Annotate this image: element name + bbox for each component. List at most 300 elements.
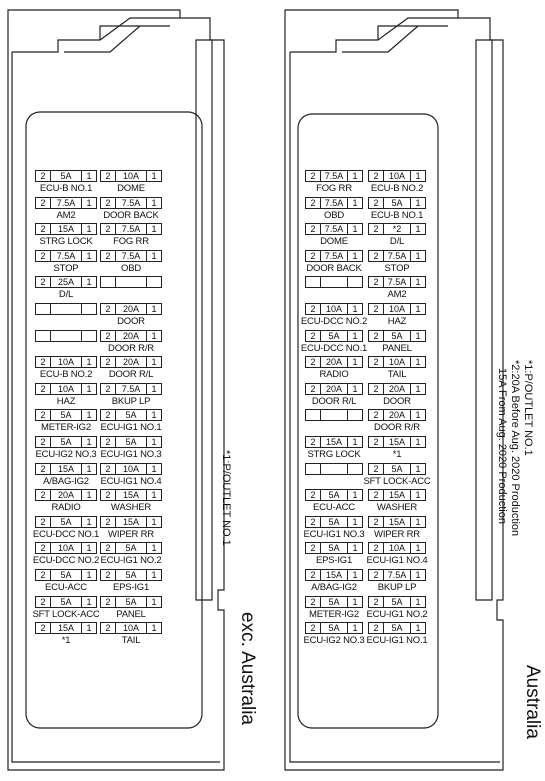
fuse-pin: 2 (36, 171, 51, 181)
fuse-pin: 1 (415, 277, 421, 288)
fuse-pin (306, 277, 321, 287)
fuse-slot-door (368, 383, 426, 395)
fuse-pin: 2 (36, 198, 51, 208)
fuse-slot-ecu-ig1-no-1 (100, 409, 162, 421)
fuse-pin: 2 (36, 251, 51, 261)
fuse-slot-tail (100, 622, 162, 634)
fuse-label: *1 (392, 449, 402, 460)
fuse-slot-a-bag-ig2 (305, 569, 363, 581)
fuse-pin: 1 (415, 304, 421, 314)
fuse-pin: 1 (352, 437, 358, 447)
fuse-slot-1 (368, 436, 426, 448)
fuse-label: D/L (58, 289, 74, 301)
fuse-slot-empty (305, 463, 363, 475)
fuse-pin: 2 (369, 490, 384, 500)
fuse-slot-panel (100, 596, 162, 608)
fuse-slot-am2 (35, 197, 97, 209)
fuse-rating: 5A (384, 331, 411, 341)
fuse-slot-fog-rr (305, 170, 363, 182)
fuse-pin: 1 (86, 623, 92, 634)
fuse-pin: 1 (151, 383, 157, 394)
fuse-pin: 1 (151, 570, 157, 580)
fuse-slot-door-r-r (368, 409, 426, 421)
fuse-rating: 5A (384, 623, 411, 633)
fuse-slot-bkup-lp (100, 383, 162, 395)
fuse-label: ECU-DCC NO.1 (300, 342, 368, 354)
left-footnote: *1:P/OUTLET NO.1 (220, 450, 232, 546)
fuse-pin: 2 (306, 490, 321, 500)
fuse-rating (116, 277, 147, 287)
fuse-label: METER-IG2 (41, 422, 91, 434)
fuse-label: ECU-IG1 NO.2 (366, 608, 428, 620)
fuse-rating: 7.5A (116, 251, 147, 261)
fuse-rating: 7.5A (116, 198, 147, 208)
fuse-rating: 5A (321, 490, 348, 500)
fuse-label: ECU-B NO.1 (370, 209, 424, 221)
fuse-label: STRG LOCK (39, 236, 93, 248)
fuse-pin: 1 (86, 596, 92, 607)
fuse-pin: 1 (352, 596, 358, 607)
fuse-pin: 2 (369, 357, 384, 367)
fuse-label: DOOR (117, 316, 145, 327)
fuse-pin: 2 (369, 198, 384, 208)
fuse-pin: 1 (151, 304, 157, 314)
fuse-label: METER-IG2 (309, 608, 359, 620)
fuse-rating: 5A (321, 331, 348, 341)
right-footnote-2: *2:20A Before Aug. 2020 Production (509, 360, 521, 537)
fuse-rating: 10A (384, 171, 411, 181)
fuse-slot-strg-lock (35, 223, 97, 235)
fuse-rating: 5A (51, 410, 82, 420)
fuse-pin (101, 277, 116, 287)
fuse-slot-strg-lock (305, 436, 363, 448)
fuse-pin: 2 (36, 570, 51, 580)
fuse-rating: 15A (116, 490, 147, 500)
fuse-pin: 2 (369, 410, 384, 420)
fuse-label: EPS-IG1 (315, 555, 353, 567)
fuse-rating: 10A (116, 623, 147, 633)
fuse-slot-ecu-ig1-no-3 (100, 436, 162, 448)
fuse-pin: 1 (86, 197, 92, 208)
fuse-label: STOP (384, 262, 410, 274)
fuse-pin: 1 (352, 250, 358, 261)
fuse-pin: 1 (86, 357, 92, 368)
fuse-label: WASHER (110, 502, 152, 514)
fuse-label: DOOR R/L (108, 369, 154, 381)
fuse-pin: 1 (352, 623, 358, 634)
fuse-pin: 1 (352, 516, 358, 527)
fuse-slot-ecu-b-no-2 (368, 170, 426, 182)
fuse-rating: 7.5A (321, 251, 348, 261)
fuse-label: STOP (53, 262, 79, 274)
fuse-pin: 1 (415, 383, 421, 394)
fuse-rating: 7.5A (384, 251, 411, 261)
fuse-label: FOG RR (316, 183, 352, 194)
fuse-pin (82, 331, 96, 341)
fuse-rating: 15A (384, 517, 411, 527)
fuse-pin: 2 (306, 198, 321, 208)
fuse-pin: 1 (415, 410, 421, 421)
fuse-pin: 2 (306, 251, 321, 261)
fuse-slot-obd (100, 250, 162, 262)
fuse-slot-radio (305, 356, 363, 368)
fuse-pin: 1 (151, 463, 157, 474)
fuse-pin: 1 (86, 463, 92, 474)
fuse-pin: 1 (86, 490, 92, 501)
fuse-label: D/L (389, 236, 405, 248)
fuse-rating (321, 464, 348, 474)
fuse-pin: 2 (101, 224, 116, 234)
fuse-rating: 5A (384, 198, 411, 208)
fuse-pin: 2 (101, 464, 116, 474)
fuse-pin: 1 (415, 623, 421, 634)
fuse-slot-eps-ig1 (305, 542, 363, 554)
fuse-rating: 7.5A (384, 277, 411, 287)
fuse-slot-ecu-dcc-no-1 (35, 516, 97, 528)
fuse-pin: 2 (306, 384, 321, 394)
fuse-slot-washer (100, 489, 162, 501)
fuse-label: DOOR R/R (108, 342, 154, 354)
fuse-pin: 2 (306, 597, 321, 607)
fuse-pin: 1 (151, 330, 157, 341)
fuse-label: A/BAG-IG2 (311, 582, 357, 593)
fuse-slot-dome (305, 223, 363, 235)
fuse-rating: 7.5A (321, 224, 348, 234)
fuse-pin: 1 (352, 543, 358, 554)
fuse-rating: 5A (384, 597, 411, 607)
fuse-pin: 1 (86, 383, 92, 394)
fuse-label: A/BAG-IG2 (43, 475, 89, 487)
fuse-label: DOOR R/R (374, 422, 420, 434)
fuse-rating: 7.5A (321, 171, 348, 181)
fuse-pin: 2 (101, 410, 116, 420)
fuse-label: ECU-IG1 NO.2 (100, 555, 162, 567)
fuse-pin: 2 (369, 597, 384, 607)
fuse-pin: 2 (101, 357, 116, 367)
fuse-label: ECU-IG2 NO.3 (303, 635, 365, 647)
fuse-pin: 2 (369, 304, 384, 314)
fuse-slot-haz (368, 303, 426, 315)
fuse-label: ECU-DCC NO.1 (32, 528, 100, 540)
fuse-label: AM2 (387, 289, 407, 301)
fuse-rating: 5A (51, 570, 82, 580)
fuse-pin: 1 (352, 171, 358, 181)
fuse-pin: 2 (369, 464, 384, 474)
fuse-pin: 1 (151, 250, 157, 261)
fuse-pin: 2 (306, 623, 321, 633)
fuse-rating: 10A (384, 357, 411, 367)
fuse-slot-dome (100, 170, 162, 182)
fuse-rating: 7.5A (321, 198, 348, 208)
fuse-slot-1 (35, 622, 97, 634)
fuse-pin: 2 (306, 517, 321, 527)
fuse-rating: 7.5A (384, 570, 411, 580)
fuse-slot-wiper-rr (100, 516, 162, 528)
fuse-slot-ecu-dcc-no-2 (305, 303, 363, 315)
fuse-slot-ecu-ig1-no-1 (368, 622, 426, 634)
fuse-rating: 20A (384, 410, 411, 420)
fuse-rating: 7.5A (116, 224, 147, 234)
fuse-slot-door-back (100, 197, 162, 209)
fuse-pin: 2 (306, 304, 321, 314)
fuse-rating: 20A (51, 490, 82, 500)
fuse-rating: 15A (51, 464, 82, 474)
fuse-rating: 15A (384, 437, 411, 447)
fuse-label: PANEL (382, 342, 412, 354)
fuse-pin (306, 464, 321, 474)
fuse-rating: 5A (116, 410, 147, 420)
fuse-pin: 1 (151, 410, 157, 421)
fuse-slot-ecu-ig1-no-2 (100, 542, 162, 554)
fuse-pin: 2 (369, 224, 384, 234)
fuse-pin: 1 (151, 543, 157, 554)
fuse-pin: 2 (306, 543, 321, 553)
fuse-rating: 15A (384, 490, 411, 500)
fuse-pin: 1 (415, 543, 421, 554)
fuse-pin: 1 (352, 570, 358, 580)
fuse-rating: 5A (116, 597, 147, 607)
fuse-label: ECU-B NO.1 (39, 183, 93, 194)
fuse-pin: 2 (306, 331, 321, 341)
fuse-label: ECU-DCC NO.2 (32, 555, 100, 567)
fuse-pin: 2 (101, 171, 116, 181)
fuse-label: OBD (324, 209, 344, 221)
fuse-pin: 1 (352, 357, 358, 368)
fuse-rating (51, 304, 82, 314)
fuse-rating (321, 410, 348, 420)
fuse-slot-panel (368, 330, 426, 342)
fuse-slot-ecu-ig1-no-2 (368, 596, 426, 608)
fuse-rating: 10A (384, 304, 411, 314)
fuse-pin: 1 (415, 330, 421, 341)
fuse-slot-obd (305, 197, 363, 209)
fuse-pin: 1 (86, 410, 92, 421)
fuse-rating: 15A (51, 623, 82, 633)
fuse-pin: 1 (352, 383, 358, 394)
fuse-label: RADIO (319, 369, 349, 381)
fuse-rating: 5A (384, 464, 411, 474)
fuse-pin: 2 (36, 277, 51, 287)
fuse-pin (348, 464, 362, 474)
fuse-rating: 5A (321, 597, 348, 607)
fuse-pin: 2 (369, 171, 384, 181)
fuse-pin: 2 (369, 251, 384, 261)
fuse-pin (348, 277, 362, 287)
fuse-pin: 1 (415, 250, 421, 261)
fuse-label: DOOR (383, 395, 411, 407)
fuse-rating: 25A (51, 277, 82, 287)
fuse-slot-bkup-lp (368, 569, 426, 581)
fuse-pin: 2 (369, 384, 384, 394)
fuse-label: *1 (61, 635, 71, 647)
fuse-label: ECU-IG1 NO.4 (366, 555, 428, 567)
fuse-pin: 2 (101, 517, 116, 527)
fuse-label: ECU-IG1 NO.1 (100, 422, 162, 434)
right-footnote-1: *1:P/OUTLET NO.1 (522, 360, 534, 456)
fuse-label: DOME (320, 236, 348, 248)
fuse-pin: 2 (36, 464, 51, 474)
fuse-pin: 1 (352, 197, 358, 208)
fuse-rating: 20A (116, 357, 147, 367)
fuse-pin: 2 (36, 384, 51, 394)
fuse-rating: 15A (321, 570, 348, 580)
fuse-label: FOG RR (113, 236, 149, 248)
fuse-pin: 1 (151, 224, 157, 235)
fuse-label: HAZ (387, 316, 407, 327)
fuse-pin: 1 (151, 516, 157, 527)
fuse-label: ECU-IG1 NO.3 (100, 449, 162, 460)
right-title: Australia (522, 665, 543, 739)
fuse-slot-ecu-b-no-2 (35, 356, 97, 368)
fuse-pin: 2 (101, 623, 116, 633)
fuse-label: TAIL (387, 369, 407, 381)
fuse-slot-door-r-l (305, 383, 363, 395)
fuse-label: OBD (121, 262, 141, 274)
fuse-pin: 1 (151, 197, 157, 208)
fuse-pin: 1 (151, 357, 157, 368)
fuse-label: WIPER RR (108, 528, 154, 540)
fuse-pin: 2 (101, 251, 116, 261)
fuse-slot-tail (368, 356, 426, 368)
fuse-label: ECU-IG1 NO.3 (303, 528, 365, 540)
fuse-rating: 5A (51, 437, 82, 447)
fuse-label: ECU-B NO.2 (39, 369, 93, 381)
fuse-pin: 2 (306, 437, 321, 447)
fuse-rating: 20A (384, 384, 411, 394)
fuse-slot-ecu-ig2-no-3 (35, 436, 97, 448)
fuse-slot-radio (35, 489, 97, 501)
fuse-slot-empty (100, 276, 162, 288)
fuse-rating: 10A (384, 543, 411, 553)
fuse-label: ECU-ACC (45, 582, 87, 593)
fuse-label: ECU-IG2 NO.3 (35, 449, 97, 460)
fuse-rating: 15A (51, 224, 82, 234)
fuse-rating: 5A (321, 623, 348, 633)
fuse-slot-door-back (305, 250, 363, 262)
fuse-slot-meter-ig2 (35, 409, 97, 421)
fuse-pin: 2 (36, 437, 51, 447)
fuse-pin: 1 (86, 516, 92, 527)
fuse-pin: 2 (101, 384, 116, 394)
fuse-rating: 10A (51, 384, 82, 394)
fuse-slot-empty (305, 409, 363, 421)
fuse-label: EPS-IG1 (112, 582, 150, 593)
fuse-pin (82, 304, 96, 314)
fuse-label: WIPER RR (374, 528, 420, 540)
fuse-slot-haz (35, 383, 97, 395)
fuse-pin: 2 (101, 543, 116, 553)
fuse-rating: 5A (116, 543, 147, 553)
fuse-pin: 2 (101, 437, 116, 447)
fuse-pin: 1 (86, 224, 92, 235)
fuse-pin: 2 (101, 597, 116, 607)
fuse-rating: 5A (321, 517, 348, 527)
fuse-rating: 20A (321, 384, 348, 394)
fuse-slot-wiper-rr (368, 516, 426, 528)
fuse-pin: 2 (306, 224, 321, 234)
fuse-pin: 2 (36, 623, 51, 633)
fuse-pin: 1 (415, 463, 421, 474)
fuse-rating: 20A (116, 331, 147, 341)
fuse-label: ECU-IG1 NO.4 (100, 475, 162, 487)
fuse-slot-ecu-b-no-1 (368, 197, 426, 209)
fuse-label: BKUP LP (377, 582, 417, 593)
fuse-slot-door-r-l (100, 356, 162, 368)
fuse-slot-d-l (368, 223, 426, 235)
fuse-pin: 1 (86, 250, 92, 261)
fuse-pin: 1 (86, 171, 92, 181)
fuse-pin: 2 (101, 570, 116, 580)
fuse-pin: 1 (86, 543, 92, 554)
fuse-pin: 2 (101, 198, 116, 208)
fuse-label: AM2 (56, 209, 76, 221)
fuse-pin: 2 (369, 331, 384, 341)
fuse-pin: 2 (369, 277, 384, 287)
fuse-rating: 7.5A (51, 198, 82, 208)
fuse-slot-meter-ig2 (305, 596, 363, 608)
fuse-pin: 1 (352, 490, 358, 501)
fuse-rating: 5A (51, 597, 82, 607)
fuse-pin: 2 (369, 570, 384, 580)
fuse-pin: 2 (36, 410, 51, 420)
fuse-pin: 1 (415, 437, 421, 447)
fuse-pin: 1 (415, 197, 421, 208)
fuse-pin: 2 (101, 490, 116, 500)
fuse-pin: 2 (306, 570, 321, 580)
fuse-label: STRG LOCK (307, 449, 361, 460)
fuse-rating: 5A (116, 437, 147, 447)
fuse-slot-d-l (35, 276, 97, 288)
fuse-pin: 1 (86, 437, 92, 447)
fuse-slot-washer (368, 489, 426, 501)
fuse-label: HAZ (56, 395, 76, 407)
fuse-pin: 2 (36, 517, 51, 527)
fuse-slot-fog-rr (100, 223, 162, 235)
fuse-pin: 2 (369, 517, 384, 527)
fuse-slot-eps-ig1 (100, 569, 162, 581)
fuse-pin: 2 (306, 357, 321, 367)
fuse-pin: 1 (86, 570, 92, 580)
fuse-slot-ecu-b-no-1 (35, 170, 97, 182)
fuse-label: DOOR R/L (311, 395, 357, 407)
fuse-pin: 1 (415, 570, 421, 580)
fuse-label: ECU-ACC (313, 502, 355, 514)
fuse-slot-stop (35, 250, 97, 262)
fuse-label: BKUP LP (111, 395, 151, 407)
fuse-pin: 1 (151, 437, 157, 447)
fuse-rating: 5A (321, 543, 348, 553)
fuse-pin: 2 (369, 437, 384, 447)
fuse-rating: 5A (51, 171, 82, 181)
fuse-pin (147, 277, 161, 287)
fuse-slot-ecu-ig1-no-4 (368, 542, 426, 554)
fuse-slot-stop (368, 250, 426, 262)
fuse-label: ECU-B NO.2 (370, 183, 424, 194)
fuse-pin: 1 (415, 596, 421, 607)
fuse-pin: 1 (352, 330, 358, 341)
fuse-label: PANEL (116, 608, 146, 620)
fuse-pin: 1 (151, 171, 157, 181)
fuse-pin: 1 (415, 490, 421, 501)
fuse-rating: 10A (116, 464, 147, 474)
fuse-pin: 1 (151, 596, 157, 607)
fuse-rating (321, 277, 348, 287)
fuse-slot-door (100, 303, 162, 315)
fuse-label: DOOR BACK (103, 209, 159, 221)
fuse-slot-ecu-ig1-no-4 (100, 463, 162, 475)
fuse-label: SFT LOCK-ACC (363, 475, 431, 487)
fuse-pin: 1 (352, 304, 358, 314)
